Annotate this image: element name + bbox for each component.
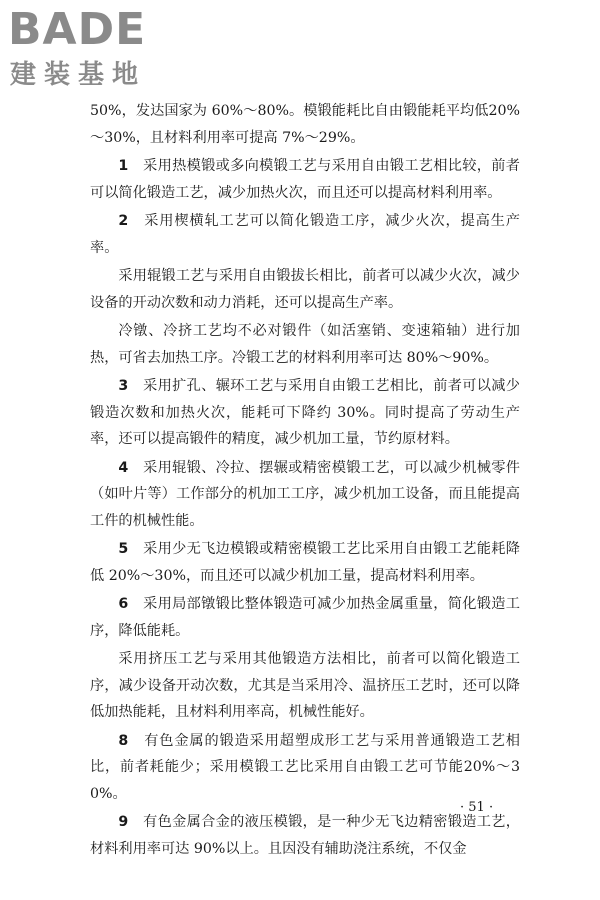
logo-subtitle-text: 建装基地 bbox=[10, 60, 147, 90]
paragraph-text: 采用辊锻、冷拉、摆辗或精密模锻工艺，可以减少机械零件（如叶片等）工作部分的机加工工序，减少机加工设备，而且能提高工件的机械性能。 bbox=[90, 459, 520, 529]
paragraph-text: 50%，发达国家为 60%～80%。模锻能耗比自由锻能耗平均低20%～30%，且材料利用率可提高 7%～29%。 bbox=[90, 103, 520, 146]
paragraph-text: 冷镦、冷挤工艺均不必对锻件（如活塞销、变速箱轴）进行加热，可省去加热工序。冷锻工艺的材料利用率可达 80%～90%。 bbox=[90, 323, 520, 366]
paragraph-9 bbox=[90, 646, 520, 726]
paragraph-number: 1 bbox=[118, 158, 129, 174]
page-number: · 51 · bbox=[460, 800, 494, 815]
paragraph-4 bbox=[90, 318, 520, 371]
paragraph-text: 采用热模锻或多向模锻工艺与采用自由锻工艺相比较，前者可以简化锻造工艺，减少加热火次，而且还可以提高材料利用率。 bbox=[90, 158, 520, 201]
paragraph-number: 3 bbox=[118, 378, 129, 394]
paragraph-number: 4 bbox=[118, 459, 129, 476]
paragraph-text: 采用辊锻工艺与采用自由锻拔长相比，前者可以减少火次，减少设备的开动次数和动力消耗，还可以提高生产率。 bbox=[90, 268, 520, 311]
paragraph-text: 采用少无飞边模锻或精密模锻工艺比采用自由锻工艺能耗降低 20%～30%，而且还可以减少机加工量，提高材料利用率。 bbox=[90, 541, 520, 584]
bade-logo bbox=[8, 4, 183, 96]
paragraph-number: 9 bbox=[118, 814, 129, 830]
paragraph-number: 5 bbox=[118, 541, 129, 557]
paragraph-11 bbox=[90, 809, 520, 862]
paragraph-1 bbox=[90, 153, 520, 206]
paragraph-number: 2 bbox=[118, 213, 129, 229]
paragraph-text: 有色金属的锻造采用超塑成形工艺与采用普通锻造工艺相比，前者耗能少；采用模锻工艺比采用自由锻工艺可节能20%～30%。 bbox=[90, 732, 520, 802]
paragraph-text: 采用挤压工艺与采用其他锻造方法相比，前者可以简化锻造工序，减少设备开动次数，尤其是当采用冷、温挤压工艺时，还可以降低加热能耗，且材料利用率高，机械性能好。 bbox=[90, 651, 520, 720]
paragraph-number: 8 bbox=[118, 732, 129, 749]
paragraph-2 bbox=[90, 208, 520, 261]
paragraph-text: 采用局部镦锻比整体锻造可减少加热金属重量，简化锻造工序，降低能耗。 bbox=[90, 596, 520, 639]
document-body bbox=[90, 98, 520, 864]
paragraph-10 bbox=[90, 728, 520, 808]
paragraph-5 bbox=[90, 373, 520, 453]
paragraph-text: 采用楔横轧工艺可以简化锻造工序，减少火次，提高生产率。 bbox=[90, 213, 520, 256]
paragraph-0 bbox=[90, 98, 520, 151]
paragraph-7 bbox=[90, 536, 520, 589]
logo-brand-text: BADE bbox=[8, 4, 147, 55]
paragraph-3 bbox=[90, 263, 520, 316]
paragraph-text: 有色金属合金的液压模锻，是一种少无飞边精密锻造工艺，材料利用率可达 90%以上。且因没有辅助浇注系统，不仅金 bbox=[90, 814, 520, 857]
paragraph-number: 6 bbox=[118, 596, 129, 612]
paragraph-8 bbox=[90, 591, 520, 644]
paragraph-text: 采用扩孔、辗环工艺与采用自由锻工艺相比，前者可以减少锻造次数和加热火次，能耗可下降约 30%。同时提高了劳动生产率，还可以提高锻件的精度，减少机加工量，节约原材料。 bbox=[90, 378, 520, 447]
paragraph-6 bbox=[90, 455, 520, 535]
